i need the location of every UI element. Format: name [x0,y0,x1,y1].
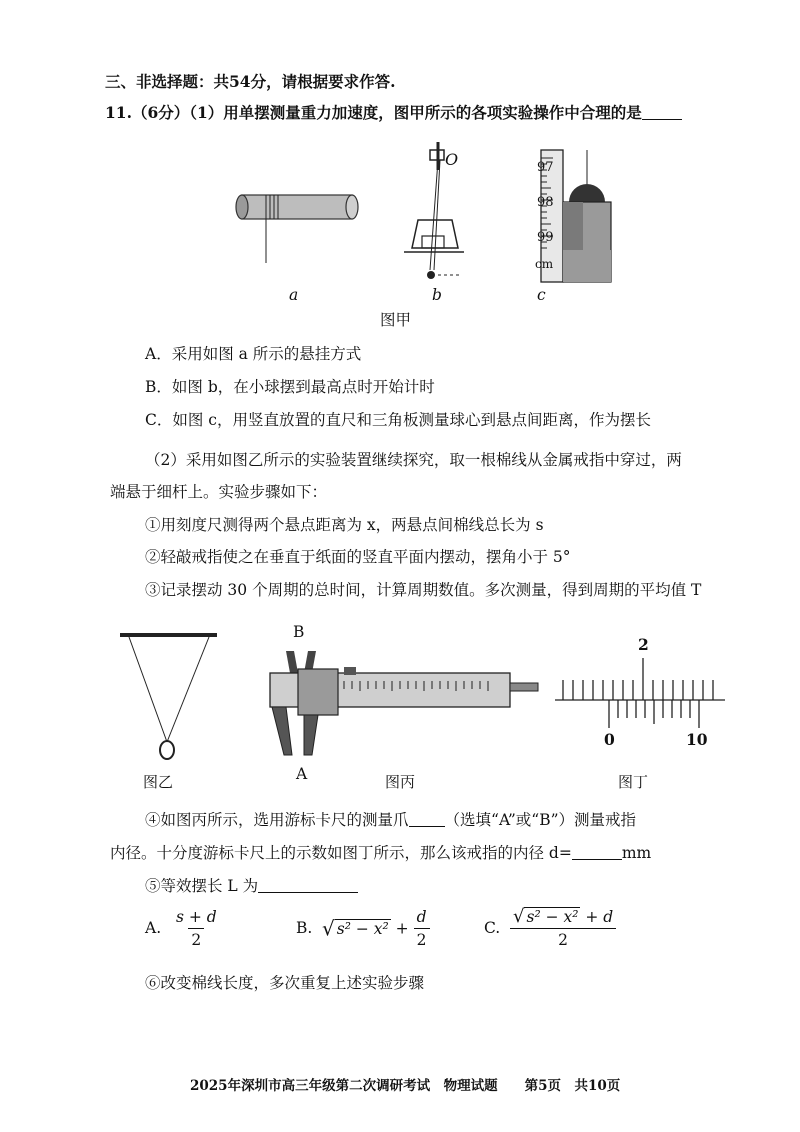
section-heading: 三、非选择题：共54分，请根据要求作答. [105,72,396,91]
step-4-text-b: （选填“A”或“B”）测量戒指 [444,811,637,829]
figure-label-b: b [432,286,442,304]
formula-A [173,906,220,951]
question-11-text: 11.（6分）（1）用单摆测量重力加速度，图甲所示的各项实验操作中合理的是 [105,103,642,122]
answer-blank-diameter[interactable] [572,844,622,860]
vernier-label-10: 10 [686,730,708,749]
caliper-label-B: B [293,623,305,641]
option-A: A．采用如图 a 所示的悬挂方式 [145,345,362,363]
answer-blank-length[interactable] [258,877,358,893]
option-B: B．如图 b，在小球摆到最高点时开始计时 [145,378,435,396]
ruler-unit: cm [535,257,554,271]
formula-C: $\frac{\text{√ s² − x² + d}}{2}$ [510,906,616,951]
formula-option-C [484,918,500,938]
formula-option-A [145,918,161,938]
step-4-text-c: 内径。十分度游标卡尺上的示数如图丁所示，那么该戒指的内径 d= [110,844,572,862]
figure-caption-ding: 图丁 [618,773,649,791]
figure-label-c: c [537,286,546,304]
figure-ding-vernier-scale [555,650,725,735]
formula-A-denominator: 2 [188,928,204,951]
answer-blank-jaw[interactable] [409,811,445,827]
answer-blank-1[interactable] [642,104,682,120]
formula-option-B [296,918,312,938]
step-5-text: ⑤等效摆长 L 为 [145,877,259,895]
figure-label-a: a [289,286,299,304]
formula-B-label: B. [296,919,313,937]
formula-C-radicand: s² − x² [526,908,579,926]
page-footer: 2025年深圳市高三年级第二次调研考试 物理试题 第5页 共10页 [190,1078,621,1094]
formula-B: √ s² − x² + $\frac{d}{2}$ [322,906,430,951]
step-6: ⑥改变棉线长度，多次重复上述实验步骤 [145,974,425,992]
step-2: ②轻敲戒指使之在垂直于纸面的竖直平面内摆动，摆角小于 5° [145,548,571,566]
question-11-head [105,103,682,123]
formula-A-label: A. [145,919,162,937]
ruler-tick-98: 98 [537,195,554,210]
formula-C-label: C. [484,919,501,937]
step-4-unit: mm [621,844,652,862]
step-4-line1 [145,810,636,830]
formula-A-numerator: s + d [176,908,217,926]
figure-yi-ring [115,630,225,765]
figure-a-cylinder [230,185,370,265]
step-3: ③记录摆动 30 个周期的总时间，计算周期数值。多次测量，得到周期的平均值 T [145,581,702,599]
formula-B-denominator: 2 [414,928,430,951]
figure-b-pendulum [400,140,480,285]
vernier-label-0: 0 [604,730,615,749]
step-4-text-a: ④如图丙所示，选用游标卡尺的测量爪 [145,811,409,829]
figure-caption-jia: 图甲 [380,311,412,329]
step-4-line2 [110,843,651,863]
figure-caption-yi: 图乙 [143,773,174,791]
formula-C-denominator: 2 [510,928,616,951]
ruler-tick-97: 97 [537,160,554,175]
formula-B-radicand: s² − x² [336,919,389,938]
vernier-main-label-2: 2 [638,635,649,654]
step-5 [145,876,358,896]
figure-caption-bing: 图丙 [385,773,416,791]
option-C: C．如图 c，用竖直放置的直尺和三角板测量球心到悬点间距离，作为摆长 [145,411,651,429]
part2-line1: （2）采用如图乙所示的实验装置继续探究，取一根棉线从金属戒指中穿过，两 [145,451,682,469]
part2-line2: 端悬于细杆上。实验步骤如下： [110,483,328,501]
formula-B-numerator: d [416,908,427,926]
step-1: ①用刻度尺测得两个悬点距离为 x，两悬点间棉线总长为 s [145,516,544,534]
point-O-label: O [445,150,459,169]
caliper-label-A: A [296,765,308,783]
formula-B-plus: + [395,919,409,938]
ruler-tick-99: 99 [537,230,554,245]
formula-C-tail: + d [585,908,614,926]
figure-bing-caliper [268,645,543,760]
